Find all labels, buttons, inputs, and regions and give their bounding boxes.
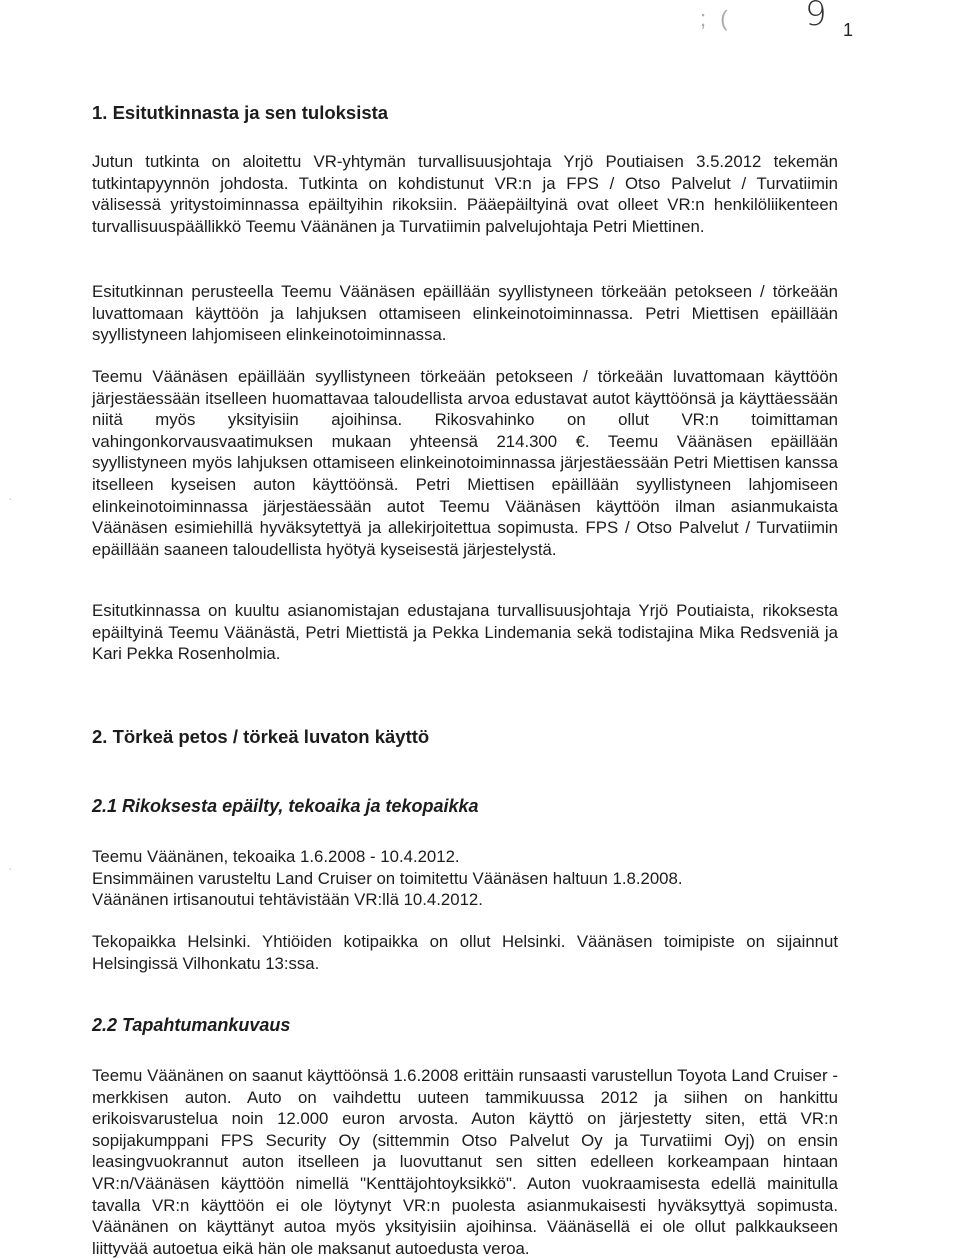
paragraph-persons-heard: Esitutkinnassa on kuultu asianomistajan edustajana turvallisuusjohtaja Yrjö Poutiaista, rikoksesta epäiltyinä Teemu Väänästä, Petri Miettistä ja Pekka Lindemania sekä todistajina Mika Redsveniä ja Kari Pekka Rosenholmia. xyxy=(92,601,838,664)
section-2-heading: 2. Törkeä petos / törkeä luvaton käyttö xyxy=(92,726,430,747)
section-2-2-heading: 2.2 Tapahtumankuvaus xyxy=(92,1015,291,1035)
paragraph-event-description: Teemu Väänänen on saanut käyttöönsä 1.6.2008 erittäin runsaasti varustellun Toyota Land Cruiser -merkkisen auton. Auto on vaihdettu uuteen tammikuussa 2012 ja siihen on hankittu erikoisvarustelua noin 12.000 euron arvosta. Auton käyttö on järjestetty siten, että VR:n sopijakumppani FPS Security Oy (sittemmin Otso Palvelut Oy ja Turvatiimi Oyj) on ensin leasingvuokrannut auton itselleen ja luovuttanut sen sitten edelleen korkeampaan hintaan VR:n/Väänäsen käyttöön nimellä "Kenttäjohtoyksikkö". Auton vuokraamisesta edellä mainitulla tavalla VR:n käyttöön ei ole löytynyt VR:n puolesta asianmukaisesti hyväksyttyä sopimusta. Väänänen on käyttänyt autoa myös yksityisiin ajoihinsa. Väänäsellä ei ole ollut palkkaukseen liittyvää autoetua eikä hän ole maksanut autoedusta veroa. xyxy=(92,1066,838,1258)
paragraph-crime-place: Tekopaikka Helsinki. Yhtiöiden kotipaikka on ollut Helsinki. Väänäsen toimipiste on sijainnut Helsingissä Vilhonkatu 13:ssa. xyxy=(92,932,838,973)
handwritten-page-number: 9 xyxy=(805,0,827,34)
paragraph-suspicions-summary: Esitutkinnan perusteella Teemu Väänäsen epäillään syyllistyneen törkeään petokseen / törkeään luvattomaan käyttöön ja lahjuksen ottamiseen elinkeinotoiminnassa. Petri Miettisen epäillään syyllistyneen lahjomiseen elinkeinotoiminnassa. xyxy=(92,282,838,345)
paragraph-crime-time: Teemu Väänänen, tekoaika 1.6.2008 - 10.4.2012. Ensimmäinen varusteltu Land Cruiser on toimitettu Väänäsen haltuun 1.8.2008. Väänänen irtisanoutui tehtävistään VR:llä 10.4.2012. xyxy=(92,847,683,910)
paragraph-investigation-start: Jutun tutkinta on aloitettu VR-yhtymän turvallisuusjohtaja Yrjö Poutiaisen 3.5.2012 tekemän tutkintapyynnön johdosta. Tutkinta on kohdistunut VR:n ja FPS / Otso Palvelut / Turvatiimin välisessä yritystoiminnassa epäiltyihin rikoksiin. Pääepäiltyinä ovat olleet VR:n henkilöliikenteen turvallisuuspäällikkö Teemu Väänänen ja Turvatiimin palvelujohtaja Petri Miettinen. xyxy=(92,152,838,236)
scan-artifact: · xyxy=(8,860,13,876)
section-2-1-heading: 2.1 Rikoksesta epäilty, tekoaika ja tekopaikka xyxy=(92,796,479,816)
scan-marks: ; ( xyxy=(700,6,732,31)
scan-artifact: · xyxy=(8,490,13,506)
section-1-heading: 1. Esitutkinnasta ja sen tuloksista xyxy=(92,102,389,123)
paragraph-vaananen-suspicions: Teemu Väänäsen epäillään syyllistyneen törkeään petokseen / törkeään luvattomaan käyttöön järjestäessään itselleen huomattavaa taloudellista arvoa edustavat autot käyttöönsä ja käyttäessään niitä myös yksityisiin ajoihinsa. Rikosvahinko on ollut VR:n toimittaman vahingonkorvausvaatimuksen mukaan yhteensä 214.300 €. Teemu Väänäsen epäillään syyllistyneen myös lahjuksen ottamiseen elinkeinotoiminnassa järjestäessään Petri Miettisen kanssa itselleen kyseisen auton käyttöönsä. Petri Miettisen epäillään syyllistyneen lahjomiseen elinkeinotoiminnassa järjestäessään autot Teemu Väänäsen käyttöön ilman asianmukaista Väänäsen esimiehillä hyväksytettyä ja allekirjoitettua sopimusta. FPS / Otso Palvelut / Turvatiimin epäillään saaneen taloudellista hyötyä kyseisestä järjestelystä. xyxy=(92,367,838,559)
page-number: 1 xyxy=(843,20,854,40)
